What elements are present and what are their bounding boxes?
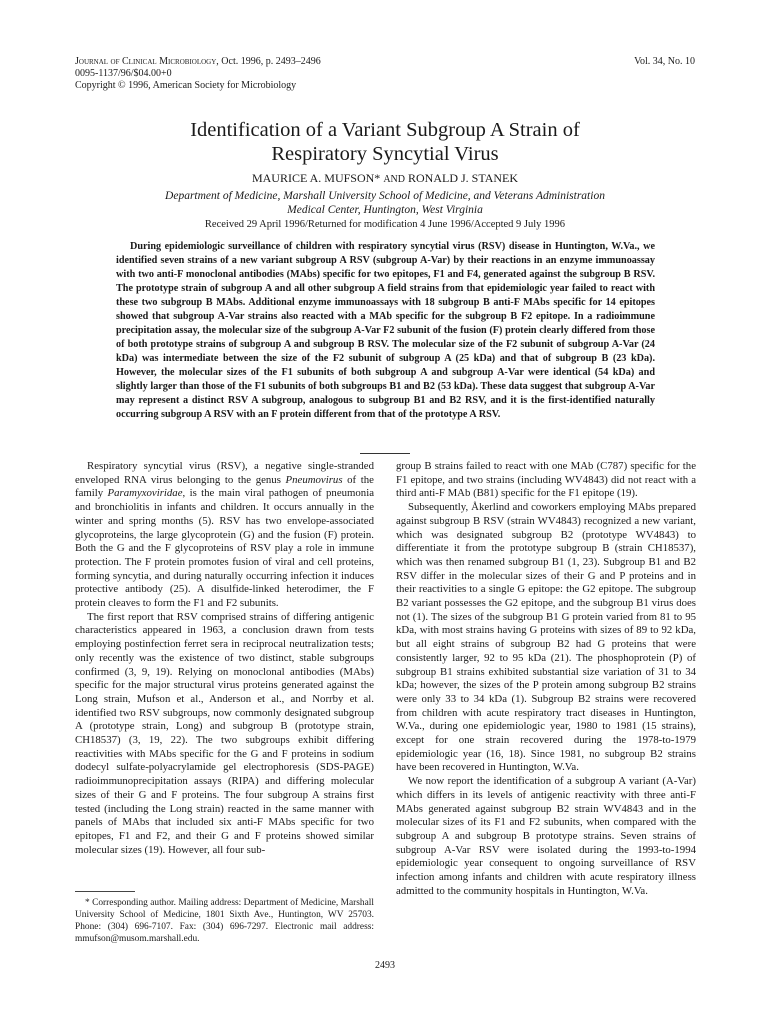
article-title (75, 118, 695, 166)
title-line-1: Identification of a Variant Subgroup A Strain of (190, 119, 580, 141)
corresponding-author-footnote: * Corresponding author. Mailing address: Department of Medicine, Marshall University School of Medicine, 1801 Sixth Ave., Huntington, WV 25703. Phone: (304) 696-7107. Fax: (304) 696-7297. Electronic mail address: mmufson@musom.marshall.edu. (75, 898, 374, 944)
title-line-2: Respiratory Syncytial Virus (271, 143, 499, 165)
abstract-divider (360, 453, 410, 454)
received-dates: Received 29 April 1996/Returned for modification 4 June 1996/Accepted 9 July 1996 (204, 219, 566, 230)
header-left (75, 56, 695, 92)
right-paragraph-1: group B strains failed to react with one MAb (C787) specific for the F1 epitope, and two strains (including WV4843) did not react with a third anti-F MAb (B81) specific for the F1 epitope (19). (396, 460, 696, 500)
author-2: RONALD J. STANEK (407, 171, 519, 185)
intro-paragraph-1 (75, 460, 374, 611)
affiliation (130, 189, 640, 217)
running-header (75, 56, 695, 92)
abstract: During epidemiologic surveillance of children with respiratory syncytial virus (RSV) disease in Huntington, W.Va., we identified seven strains of a new variant subgroup A RSV (subgroup A-Var) by their reactions in an enzyme immunoassay with two anti-F monoclonal antibodies (MAbs) specific for two epitopes, F1 and F4, generated against the subgroup B RSV. The prototype strain of subgroup A and all other subgroup A field strains from that epidemiologic year failed to react with these two subgroup B MAbs. Additional enzyme immunoassays with 18 subgroup B anti-F MAbs specific for 14 epitopes showed that subgroup A-Var strains also reacted with a MAb specific for the subgroup B F2 epitope. In a radioimmune precipitation assay, the molecular size of the subgroup A-Var F2 subunit of the fusion (F) protein clearly differed from those of both prototype strains of subgroup A and subgroup B RSV. The molecular size of the F2 subunit of subgroup A-Var (24 kDa) was intermediate between the size of the F2 subunit of subgroup A (25 kDa) and that of subgroup B (23 kDa). However, the molecular sizes of the F1 subunits of both subgroup A and subgroup A-Var were identical (54 kDa) and slightly larger than those of the F1 subunits of both subgroups B1 and B2 (53 kDa). These data suggest that subgroup A-Var may represent a distinct RSV A subgroup, analogous to subgroup B1 and B2 RSV, and it is the first-identified naturally occurring subgroup A RSV with an F protein different from that of the prototype A RSV. (116, 241, 655, 420)
author-conjunction: AND (383, 174, 405, 185)
author-list (75, 171, 695, 186)
right-column (396, 460, 696, 899)
right-paragraph-3: We now report the identification of a subgroup A variant (A-Var) which differs in its levels of antigenic reactivity with three anti-F MAbs generated against subgroup B2 strain WV4843 and in the molecular sizes of its F1 and F2 subunits, when compared with the subgroup A and subgroup B prototype strains. Seven strains of subgroup A-Var RSV were isolated during the 1993-to-1994 epidemiologic year consequent to ongoing surveillance of RSV infection among infants and children with acute respiratory illness admitted to the community hospitals in Huntington, W.Va. (396, 775, 696, 897)
genus-name: Pneumovirus (285, 473, 343, 486)
intro-text-a: Respiratory syncytial virus (RSV), a negative single-stranded enveloped RNA virus belonging to the genus (75, 460, 374, 486)
page-number: 2493 (375, 960, 395, 971)
journal-name: Journal of Clinical Microbiology (75, 56, 217, 67)
copyright-line: Copyright © 1996, American Society for Microbiology (75, 80, 297, 91)
family-name: Paramyxoviridae (107, 487, 183, 500)
right-paragraph-2: Subsequently, Åkerlind and coworkers employing MAbs prepared against subgroup B RSV (strain WV4843) recognized a new variant, which was designated subgroup B2 (prototype WV4843) to differentiate it from the prototype subgroup B (strain CH18537), which was then renamed subgroup B1 (1, 23). Subgroup B1 and B2 RSV differ in the molecular sizes of their G and P proteins and in their reactivities to a single G epitope: the G2 epitope. The subgroup B2 variant possesses the G2 epitope, and the subgroup B1 virus does not (1). The sizes of the subgroup B1 G protein varied from 81 to 95 kDa, with most strains having G proteins with sizes of 89 to 92 kDa, but all eight strains of subgroup B2 had G proteins that were consistently larger, 92 to 95 kDa (21). The phosphoprotein (P) of subgroup B1 strains exhibited substantial size variation of 31 to 34 kDa; however, the sizes of the P protein among subgroup B2 strains were only 33 to 34 kDa (1). Subgroup B2 strains were recovered from children with acute respiratory tract diseases in Huntington, W.Va., during one epidemiologic year, 1980 to 1981 (15 strains), except for one strain recovered during the 1978-to-1979 epidemiologic year (16, 18). Since 1981, no subgroup B2 strains have been recovered in Huntington, W.Va. (396, 501, 696, 774)
affiliation-line-1: Department of Medicine, Marshall University School of Medicine, and Veterans Administration (165, 190, 605, 202)
journal-citation (75, 56, 695, 68)
left-column (75, 460, 374, 857)
intro-paragraph-2: The first report that RSV comprised strains of differing antigenic characteristics appeared in 1963, a conclusion drawn from tests employing postinfection ferret sera in reciprocal neutralization tests; only recently was the existence of two distinct, stable subgroups confirmed (3, 9, 19). Relying on monoclonal antibodies (MAbs) specific for the major structural virus proteins generated against the Long strain, Mufson et al., Anderson et al., and Norrby et al. identified two RSV subgroups, now commonly designated subgroup A (prototype strain, Long) and subgroup B (prototype strain, CH18537) (3, 19, 22). The two subgroups exhibit differing reactivities with MAbs specific for the G and F proteins in sodium dodecyl sulfate-polyacrylamide gel electrophoresis (SDS-PAGE) radioimmunoprecipitation assays (RIPA) and differing molecular sizes of their G and F proteins. The four subgroup A strains first tested (including the Long strain) reacted in the same manner with panels of MAbs that included six anti-F MAbs specific for two epitopes, F1 and F2, and their G and F proteins showed similar molecular sizes (19). However, all four sub- (75, 610, 374, 856)
issue-date-pages: , Oct. 1996, p. 2493–2496 (216, 56, 321, 67)
issn-code: 0095-1137/96/$04.00+0 (75, 68, 172, 79)
affiliation-line-2: Medical Center, Huntington, West Virginia (287, 204, 483, 216)
volume-number: Vol. 34, No. 10 (634, 56, 695, 67)
intro-text-c: , is the main viral pathogen of pneumonia and bronchiolitis in infants and children. It occurs annually in the winter and spring months (5). RSV has two envelope-associated glycoproteins, the large glycoprotein (G) and the fusion (F) protein. Both the G and the F glycoproteins of RSV play a role in immune protection. The F protein promotes fusion of viral and cell proteins, forming syncytia, and during naturally occurring infection it induces protective antibody (25). A disulfide-linked heterodimer, the F protein cleaves to form the F1 and F2 subunits. (75, 487, 374, 610)
intro-text-b: of the family (75, 473, 374, 500)
author-1: MAURICE A. MUFSON* (251, 171, 381, 185)
footnote-divider (75, 891, 135, 892)
